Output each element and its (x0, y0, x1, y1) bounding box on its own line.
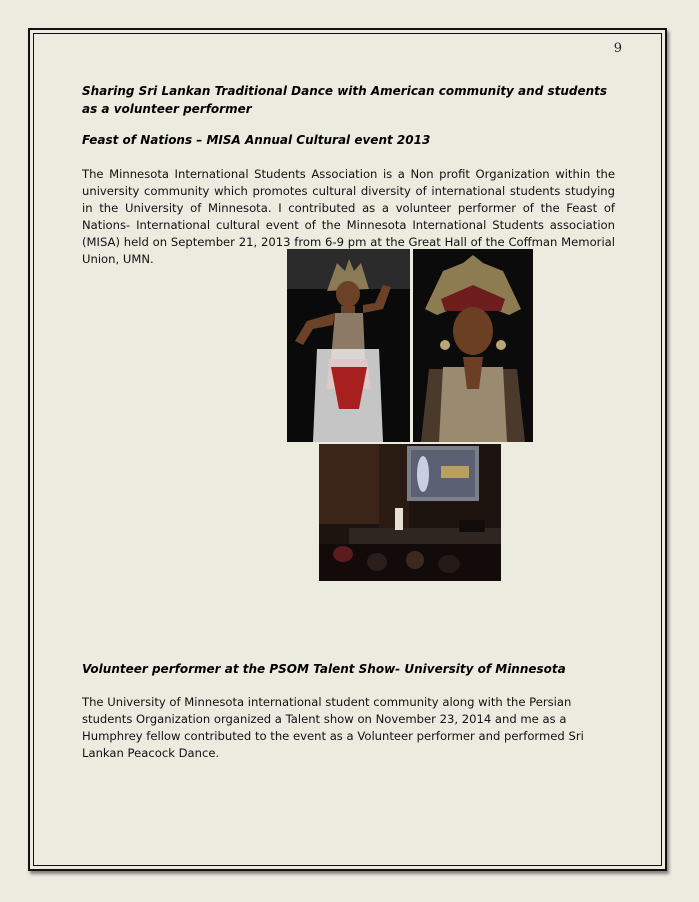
psom-paragraph: The University of Minnesota international student community along with the Persian students Organization organized a Talent show on November 23, 2014 and me as a Humphrey fellow contributed to the event as a Volunteer performer and performed Sri Lankan Peacock Dance. (82, 695, 584, 760)
dancer-full-photo (287, 249, 410, 442)
section-heading-psom: Volunteer performer at the PSOM Talent Show- University of Minnesota (82, 662, 566, 676)
feast-paragraph: The Minnesota International Students Association is a Non profit Organization within the university community which promotes cultural diversity of international students studying in the University of Minnesota. I contributed as a volunteer performer of the Feast of Nations- International cultural event of the Minnesota International Students association (MISA) held on September 21, 2013 from 6-9 pm at the Great Hall of the Coffman Memorial Union, UMN. (82, 167, 615, 266)
page-number: 9 (613, 41, 622, 56)
section-heading-dance: Sharing Sri Lankan Traditional Dance with American community and students as a volunteer performer (82, 84, 608, 116)
stage-hall-photo (319, 444, 501, 581)
dancer-closeup-photo (413, 249, 533, 442)
section-subheading-feast: Feast of Nations – MISA Annual Cultural event 2013 (82, 133, 431, 147)
